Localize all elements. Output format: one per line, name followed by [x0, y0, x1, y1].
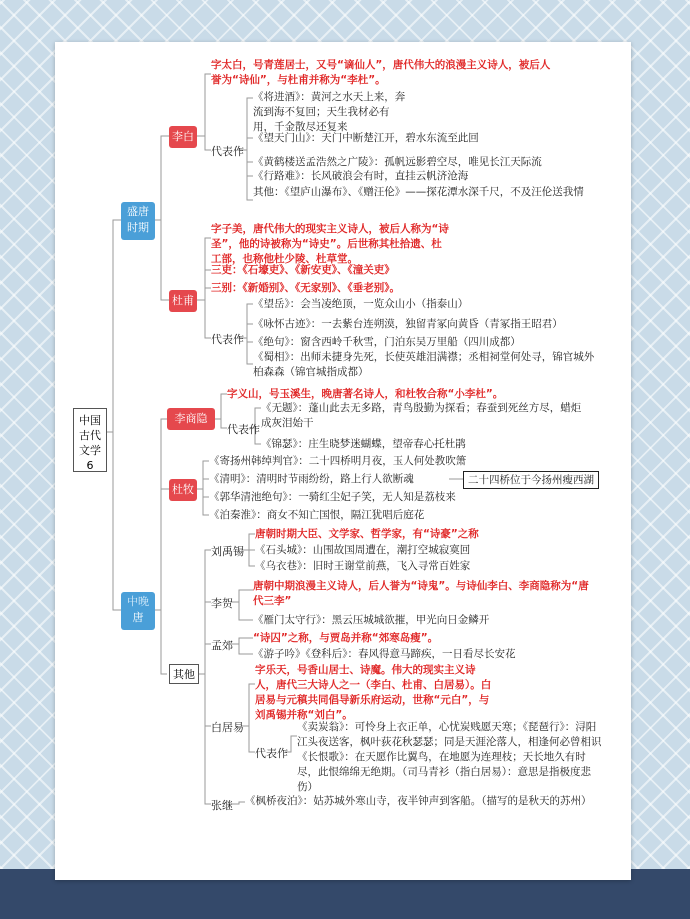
lishangyin-work-2: 《锦瑟》：庄生晓梦迷蝴蝶，望帝春心托杜鹃	[261, 438, 466, 450]
lishangyin-work-1: 《无题》：蓬山此去无多路，青鸟殷勤为探看；春蚕到死丝方尽，蜡炬成灰泪始干	[261, 402, 582, 429]
libai-work-4: 《行路难》：长风破浪会有时，直挂云帆济沧海	[253, 170, 469, 182]
node-lishangyin: 李商隐	[167, 408, 215, 430]
dufu-work-4: 《蜀相》：出师未捷身先死，长使英雄泪满襟；丞相祠堂何处寻，锦官城外柏森森（锦官城指成都）	[253, 351, 595, 378]
branch-wantang	[121, 592, 155, 630]
liuyuxi-description: 唐朝时期大臣、文学家、哲学家，有“诗豪”之称	[255, 528, 479, 540]
branch-label-line: 盛唐	[127, 205, 149, 218]
branch-shengtang	[121, 202, 155, 240]
dufu-work-3: 《绝句》：窗含西岭千秋雪，门泊东吴万里船（四川成都）	[253, 336, 521, 348]
dufu-sanbie: 三别：《新婚别》、《无家别》、《垂老别》。	[211, 282, 400, 294]
libai-work-2: 《望天门山》：天门中断楚江开，碧水东流至此回	[253, 132, 479, 144]
node-mengjiao: 孟郊	[211, 639, 233, 652]
node-libai: 李白	[169, 126, 197, 148]
node-lihe: 李贺	[211, 597, 233, 610]
branch-label-line: 时期	[127, 221, 149, 234]
dufu-work-2: 《咏怀古迹》：一去紫台连朔漠，独留青冢向黄昏（青冢指王昭君）	[253, 318, 563, 330]
baijuyi-works-label: 代表作	[255, 747, 288, 760]
branch-label-line: 唐	[132, 611, 144, 624]
branch-label-line: 中晚	[127, 595, 149, 608]
mengjiao-description: “诗囚”之称，与贾岛并称“郊寒岛瘦”。	[253, 632, 439, 644]
dufu-sanli: 三吏：《石壕吏》、《新安吏》、《潼关吏》	[211, 264, 395, 276]
mindmap-paper	[55, 42, 631, 880]
dumu-work-2: 《清明》：清明时节雨纷纷，路上行人欲断魂	[209, 473, 414, 485]
liuyuxi-work-2: 《乌衣巷》：旧时王谢堂前燕，飞入寻常百姓家	[255, 560, 471, 572]
libai-works-label: 代表作	[211, 145, 244, 158]
root-label-line: 6	[86, 459, 94, 472]
libai-work-5: 其他：《望庐山瀑布》、《赠汪伦》——探花潭水深千尺，不及汪伦送我情	[253, 186, 584, 198]
libai-work-3: 《黄鹤楼送孟浩然之广陵》：孤帆远影碧空尽，唯见长江天际流	[253, 156, 542, 168]
dufu-works-label: 代表作	[211, 333, 244, 346]
baijuyi-work-1: 《卖炭翁》：可怜身上衣正单，心忧炭贱愿天寒；《琵琶行》：浔阳江头夜送客，枫叶荻花秋瑟瑟；同是天涯沦落人，相逢何必曾相识《长恨歌》：在天愿作比翼鸟，在地愿为连理枝；天长地久有时尽，此恨绵绵无绝期。（司马青衫（指白居易）：意思是指极度悲伤）	[297, 721, 602, 793]
zhangji-work-1: 《枫桥夜泊》：姑苏城外寒山寺，夜半钟声到客船。（描写的是秋天的苏州）	[245, 795, 592, 807]
dufu-work-1: 《望岳》：会当凌绝顶，一览众山小（指泰山）	[253, 298, 469, 310]
dumu-work-4: 《泊秦淮》：商女不知亡国恨，隔江犹唱后庭花	[209, 509, 425, 521]
root-label-line: 文学	[79, 444, 101, 457]
node-dufu: 杜甫	[169, 290, 197, 312]
lishangyin-description: 字义山，号玉溪生，晚唐著名诗人，和杜牧合称“小李杜”。	[227, 388, 504, 400]
node-liuyuxi: 刘禹锡	[211, 545, 244, 558]
node-others: 其他	[169, 664, 199, 684]
dumu-work-3: 《郭华清池绝句》：一骑红尘妃子笑，无人知是荔枝来	[209, 491, 456, 503]
node-dumu: 杜牧	[169, 479, 197, 501]
node-zhangji: 张继	[211, 799, 233, 812]
lihe-description: 唐朝中期浪漫主义诗人，后人誉为“诗鬼”。与诗仙李白、李商隐称为“唐代三李”	[253, 580, 589, 607]
libai-work-1: 《将进酒》：黄河之水天上来，奔流到海不复回；天生我材必有用，千金散尽还复来	[253, 91, 406, 133]
root-label-line: 中国	[79, 414, 101, 427]
baijuyi-description: 字乐天，号香山居士、诗魔。伟大的现实主义诗人，唐代三大诗人之一（李白、杜甫、白居易）。白居易与元稹共同倡导新乐府运动，世称“元白”，与刘禹锡并称“刘白”。	[255, 664, 492, 721]
dumu-annotation: 二十四桥位于今扬州瘦西湖	[463, 471, 599, 489]
dufu-description: 字子美，唐代伟大的现实主义诗人，被后人称为“诗圣”，他的诗被称为“诗史”。后世称其杜拾遗、杜工部，也称他杜少陵、杜草堂。	[211, 223, 449, 265]
dumu-work-1: 《寄扬州韩绰判官》：二十四桥明月夜，玉人何处教吹箫	[209, 455, 467, 467]
lishangyin-works-label: 代表作	[227, 423, 260, 436]
node-baijuyi: 白居易	[211, 721, 244, 734]
libai-description: 字太白，号青莲居士，又号“谪仙人”，唐代伟大的浪漫主义诗人，被后人誉为“诗仙”，与杜甫并称为“李杜”。	[211, 59, 551, 86]
root-node	[73, 408, 107, 472]
mengjiao-work-1: 《游子吟》《登科后》：春风得意马蹄疾，一日看尽长安花	[253, 648, 516, 660]
root-label-line: 古代	[79, 429, 101, 442]
liuyuxi-work-1: 《石头城》：山围故国周遭在，潮打空城寂寞回	[255, 544, 471, 556]
lihe-work-1: 《雁门太守行》：黑云压城城欲摧，甲光向日金鳞开	[253, 614, 490, 626]
